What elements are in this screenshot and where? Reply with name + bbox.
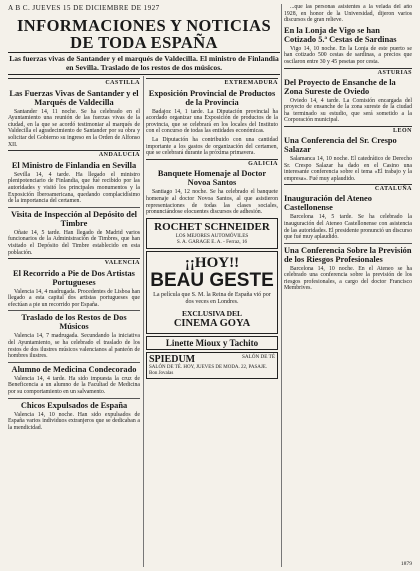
column-2	[146, 76, 278, 567]
ad-venue: CINEMA GOYA	[173, 317, 251, 329]
article-headline: El Ministro de Finlandia en Sevilla	[11, 160, 137, 170]
ad-film-title: BEAU GESTE	[150, 269, 274, 291]
performers-ad	[146, 336, 278, 350]
article-headline: Visita de Inspección al Depósito del Timbre	[10, 209, 138, 228]
article-body: Barcelona 14, 10 noche. En el Ateneo se ha celebrado una conferencia sobre la previsión de los riesgos profesionales, a cargo del doctor Francisco Membrives.	[284, 265, 412, 292]
page-masthead: A B C. JUEVES 15 DE DICIEMBRE DE 1927	[8, 4, 160, 12]
rochet-schneider-ad	[146, 218, 278, 249]
column-divider	[281, 4, 282, 567]
article-body: Sevilla 14, 4 tarde. Ha llegado el ministro plenipotenciario de Finlandia, que fué recibido por las autoridades y visitó los principales monumentos y la Exposición Iberoamericana, quedando complacidísimo de la importancia del certamen.	[8, 171, 140, 205]
article-body: La Diputación ha contribuido con una cantidad importante a los gastos de organización del certamen, que se celebrará durante la próxima primavera.	[146, 136, 278, 157]
article-headline: Del Proyecto de Ensanche de la Zona Sureste de Oviedo	[284, 77, 396, 96]
article-body: Valencia 14, 7 madrugada. Secundando la iniciativa del Ayuntamiento, se ha celebrado el traslado de los restos de dos ilustres músicos valencianos al panteón de hombres ilustres.	[8, 333, 140, 360]
divider	[8, 207, 140, 208]
ad-tagline: LOS MEJORES AUTOMÓVILES	[175, 232, 249, 239]
divider	[8, 310, 140, 311]
article-body: Valencia 14, 4 tarde. Ha sido impuesta la cruz de Beneficencia a un alumno de la Facultad de Medicina por su comportamiento en un salvamento.	[8, 375, 140, 396]
article-headline: Una Conferencia Sobre la Previsión de los Riesgos Profesionales	[284, 245, 412, 264]
article-headline: Alumno de Medicina Condecorado	[11, 364, 137, 374]
ad-address: S. A. GARAGE E. A. - Ferraz, 16	[176, 239, 248, 246]
ad-brand: SPIEDUM	[149, 353, 196, 365]
section-subheadline: Las fuerzas vivas de Santander y el marqués de Valdecilla. El ministro de Finlandia en Sevilla. Traslado de los restos de dos músicos.	[9, 54, 279, 72]
column-3	[284, 4, 412, 567]
article-body: Oñate 14, 5 tarde. Han llegado de Madrid varios funcionarios de la Administración de Timbres, que han visitado el Depósito del Timbre establecido en esta población.	[8, 229, 140, 256]
ad-exclusive: EXCLUSIVA DEL	[181, 308, 243, 318]
article-headline: El Recorrido a Pie de Dos Artistas Portugueses	[13, 268, 135, 287]
article-body: Badajoz 14, 1 tarde. La Diputación provincial ha acordado organizar una Exposición de productos de la provincia, que se celebrará en los locales del Instituto con el concurso de todas las entidades económicas.	[146, 108, 278, 135]
article-body: Valencia 14, 4 madrugada. Procedentes de Lisboa han llegado a esta capital dos artistas portugueses que efectúan a pie un recorrido por España.	[8, 288, 140, 308]
article-body: Vigo 14, 10 noche. En la Lonja de este puerto se han cotizado 500 cestas de sardinas, a precios que oscilaron entre 30 y 45 pesetas por cesta.	[284, 45, 412, 65]
article-body: Salamanca 14, 10 noche. El catedrático de Derecho Sr. Crespo Salazar ha dado en el Casino una interesante conferencia sobre el tema «El trabajo y la empresa». Fué muy aplaudido.	[284, 155, 412, 182]
article-body: Barcelona 14, 5 tarde. Se ha celebrado la inauguración del Ateneo Castellonense con asistencia de las autoridades. El presidente pronunció un discurso que fué muy aplaudido.	[284, 214, 412, 241]
article-body: Oviedo 14, 4 tarde. La Comisión encargada del proyecto de ensanche de la zona sureste de la ciudad ha terminado su estudio, que será sometido a la Corporación municipal.	[284, 97, 412, 124]
newspaper-page	[8, 4, 412, 567]
article-headline: Las Fuerzas Vivas de Santander y el Marqués de Valdecilla	[9, 88, 139, 107]
section-headline: INFORMACIONES Y NOTICIAS DE TODA ESPAÑA	[16, 16, 272, 52]
article-headline: Chicos Expulsados de España	[20, 400, 128, 410]
ad-brand: ROCHET SCHNEIDER	[154, 220, 270, 233]
ad-tag: SALÓN DE TÉ	[241, 353, 275, 360]
region-label: ANDALUCIA	[8, 150, 140, 159]
ad-performers: Linette Mioux y Tachito	[165, 337, 259, 348]
region-label: ASTURIAS	[284, 68, 412, 76]
region-label: CATALUÑA	[284, 184, 412, 192]
region-label: VALENCIA	[8, 258, 140, 267]
region-label: EXTREMADURA	[146, 78, 278, 87]
spiedum-ad	[146, 352, 278, 379]
article-body: Santander 14, 11 noche. Se ha celebrado en el Ayuntamiento una reunión de las fuerzas vivas de la ciudad, en la que se acordó testimoniar al marqués de Valdecilla el agradecimiento de Santander por su obra y solicitar del Gobierno su ingreso en la Orden de Alfonso XII.	[8, 108, 140, 148]
article-headline: Banquete Homenaje al Doctor Novoa Santos	[157, 169, 267, 188]
beau-geste-ad	[146, 251, 278, 334]
page-number: 1879	[400, 561, 412, 567]
article-headline: Traslado de los Restos de Dos Músicos	[21, 313, 127, 332]
article-headline: Exposición Provincial de Productos de la Provincia	[148, 88, 276, 107]
article-body: ...que las personas asistentes a la velada del año 1928, en honor de la Universidad, dijeron varios discursos de gran relieve.	[284, 4, 412, 24]
divider	[284, 243, 412, 244]
divider	[8, 362, 140, 363]
article-headline: Una Conferencia del Sr. Crespo Salazar	[284, 135, 397, 154]
region-label: LEON	[284, 126, 412, 134]
article-body: Santiago 14, 12 noche. Se ha celebrado el banquete homenaje al doctor Novoa Santos, al que asistieron representaciones de todas las clases sociales, pronunciándose elocuentes discursos de adhesión.	[146, 189, 278, 216]
ad-today: ¡¡HOY!!	[184, 254, 240, 271]
divider	[8, 398, 140, 399]
region-label: CASTILLA	[8, 78, 140, 87]
article-headline: Inauguración del Ateneo Castellonense	[284, 194, 372, 213]
ad-film-description: La película que S. M. la Reina de España vió por dos veces en Londres.	[153, 291, 271, 305]
column-1	[8, 76, 140, 567]
region-label: GALICIA	[146, 159, 278, 168]
article-headline: En la Lonja de Vigo se han Cotizado 5.ª Cestas de Sardinas	[284, 25, 397, 44]
article-body: Valencia 14, 10 noche. Han sido expulsados de España varios individuos extranjeros que se dedicaban a la mendicidad.	[8, 411, 140, 431]
ad-details: SALÓN DE TÉ. HOY, JUEVES DE MODA. 22, PASAJE. Bon Jovalas	[149, 364, 268, 376]
column-divider	[143, 76, 144, 567]
subheadline-rule	[8, 74, 280, 75]
headline-rule	[8, 52, 280, 53]
